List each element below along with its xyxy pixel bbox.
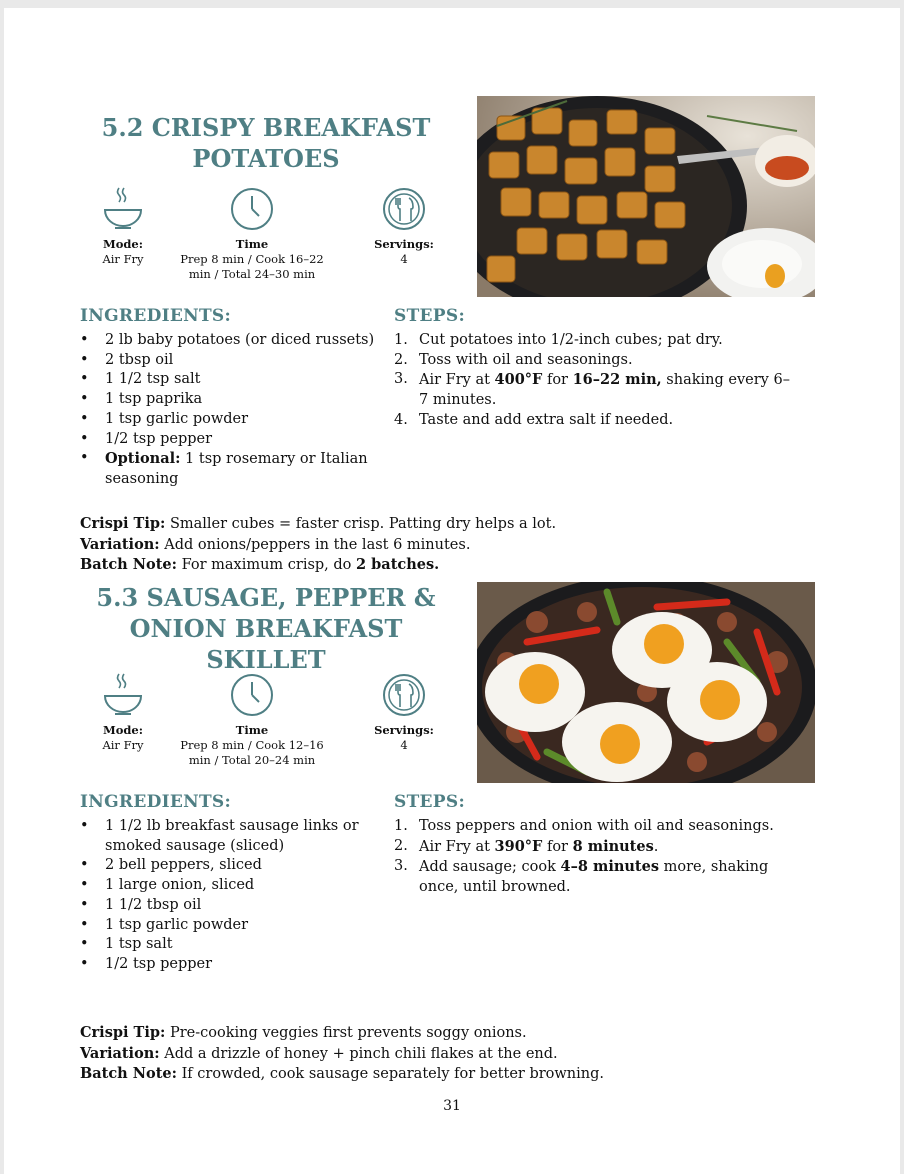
steps-heading: STEPS:	[394, 306, 466, 326]
plate-utensils-icon	[381, 186, 427, 232]
time-label: Time	[235, 723, 269, 737]
note-line: Variation: Add a drizzle of honey + pinch chili flakes at the end.	[80, 1044, 558, 1062]
steps-list	[394, 331, 799, 431]
recipe-notes	[80, 514, 820, 576]
step-item: 2. Air Fry at 390°F for 8 minutes.	[394, 837, 659, 855]
mode-value: Air Fry	[102, 738, 144, 752]
bowl-icon	[99, 186, 147, 232]
note-line: Batch Note: For maximum crisp, do 2 batches.	[80, 556, 440, 574]
mode-label: Mode:	[102, 723, 143, 737]
ingredient-item: • 1/2 tsp pepper	[80, 955, 380, 975]
step-item: 3. Air Fry at 400°F for 16–22 min, shaking every 6–7 minutes.	[394, 371, 790, 409]
step-item: 1. Toss peppers and onion with oil and seasonings.	[394, 818, 774, 834]
mode-info	[63, 186, 183, 267]
recipe-notes	[80, 1023, 820, 1085]
ingredient-item: • 1 tsp garlic powder	[80, 916, 380, 936]
steps-list	[394, 817, 804, 898]
page-number: 31	[443, 1098, 461, 1114]
ingredient-item: • 1 1/2 tsp salt	[80, 370, 380, 390]
ingredients-list	[80, 817, 380, 975]
ingredient-item: • 1 1/2 tbsp oil	[80, 896, 380, 916]
ingredient-item: • 1 large onion, sliced	[80, 876, 380, 896]
skillet-photo	[477, 582, 815, 783]
ingredient-item: • 1 tsp garlic powder	[80, 410, 380, 430]
servings-value: 4	[400, 738, 408, 752]
step-item: 3. Add sausage; cook 4–8 minutes more, shaking once, until browned.	[394, 858, 769, 896]
ingredient-item: • 2 tbsp oil	[80, 351, 380, 371]
potatoes-photo	[477, 96, 815, 297]
plate-utensils-icon	[381, 672, 427, 718]
clock-icon	[229, 186, 275, 232]
time-value: Prep 8 min / Cook 16–22 min / Total 24–30 min	[180, 252, 324, 281]
ingredients-heading: INGREDIENTS:	[80, 792, 232, 812]
step-item: 4. Taste and add extra salt if needed.	[394, 411, 674, 428]
note-line: Variation: Add onions/peppers in the last 6 minutes.	[80, 535, 471, 553]
step-item: 1. Cut potatoes into 1/2-inch cubes; pat dry.	[394, 332, 723, 348]
ingredient-item: • 2 bell peppers, sliced	[80, 856, 380, 876]
servings-label: Servings:	[374, 723, 434, 737]
ingredient-item: • 1 1/2 lb breakfast sausage links or smoked sausage (sliced)	[80, 817, 380, 856]
step-item: 2. Toss with oil and seasonings.	[394, 351, 633, 368]
servings-value: 4	[400, 252, 408, 266]
note-line: Crispi Tip: Pre-cooking veggies first prevents soggy onions.	[80, 1024, 527, 1041]
ingredient-item: • 1/2 tsp pepper	[80, 430, 380, 450]
mode-label: Mode:	[102, 237, 143, 251]
recipe-page	[4, 8, 900, 1174]
time-info	[177, 186, 327, 282]
ingredients-list	[80, 331, 380, 490]
servings-info	[344, 186, 464, 267]
ingredient-item: • Optional: 1 tsp rosemary or Italian seasoning	[80, 449, 380, 489]
time-info	[177, 672, 327, 768]
time-value: Prep 8 min / Cook 12–16 min / Total 20–24 min	[180, 738, 324, 767]
servings-info	[344, 672, 464, 753]
time-label: Time	[235, 237, 269, 251]
mode-value: Air Fry	[102, 252, 144, 266]
recipe-title: 5.3 SAUSAGE, PEPPER & ONION BREAKFAST SKILLET	[96, 583, 436, 674]
note-line: Batch Note: If crowded, cook sausage separately for better browning.	[80, 1065, 605, 1083]
ingredient-item: • 2 lb baby potatoes (or diced russets)	[80, 331, 380, 351]
ingredient-item: • 1 tsp salt	[80, 935, 380, 955]
servings-label: Servings:	[374, 237, 434, 251]
ingredient-item: • 1 tsp paprika	[80, 390, 380, 410]
ingredients-heading: INGREDIENTS:	[80, 306, 232, 326]
steps-heading: STEPS:	[394, 792, 466, 812]
note-line: Crispi Tip: Smaller cubes = faster crisp. Patting dry helps a lot.	[80, 515, 557, 532]
clock-icon	[229, 672, 275, 718]
mode-info	[63, 672, 183, 753]
recipe-title: 5.2 CRISPY BREAKFAST POTATOES	[101, 113, 431, 173]
bowl-icon	[99, 672, 147, 718]
